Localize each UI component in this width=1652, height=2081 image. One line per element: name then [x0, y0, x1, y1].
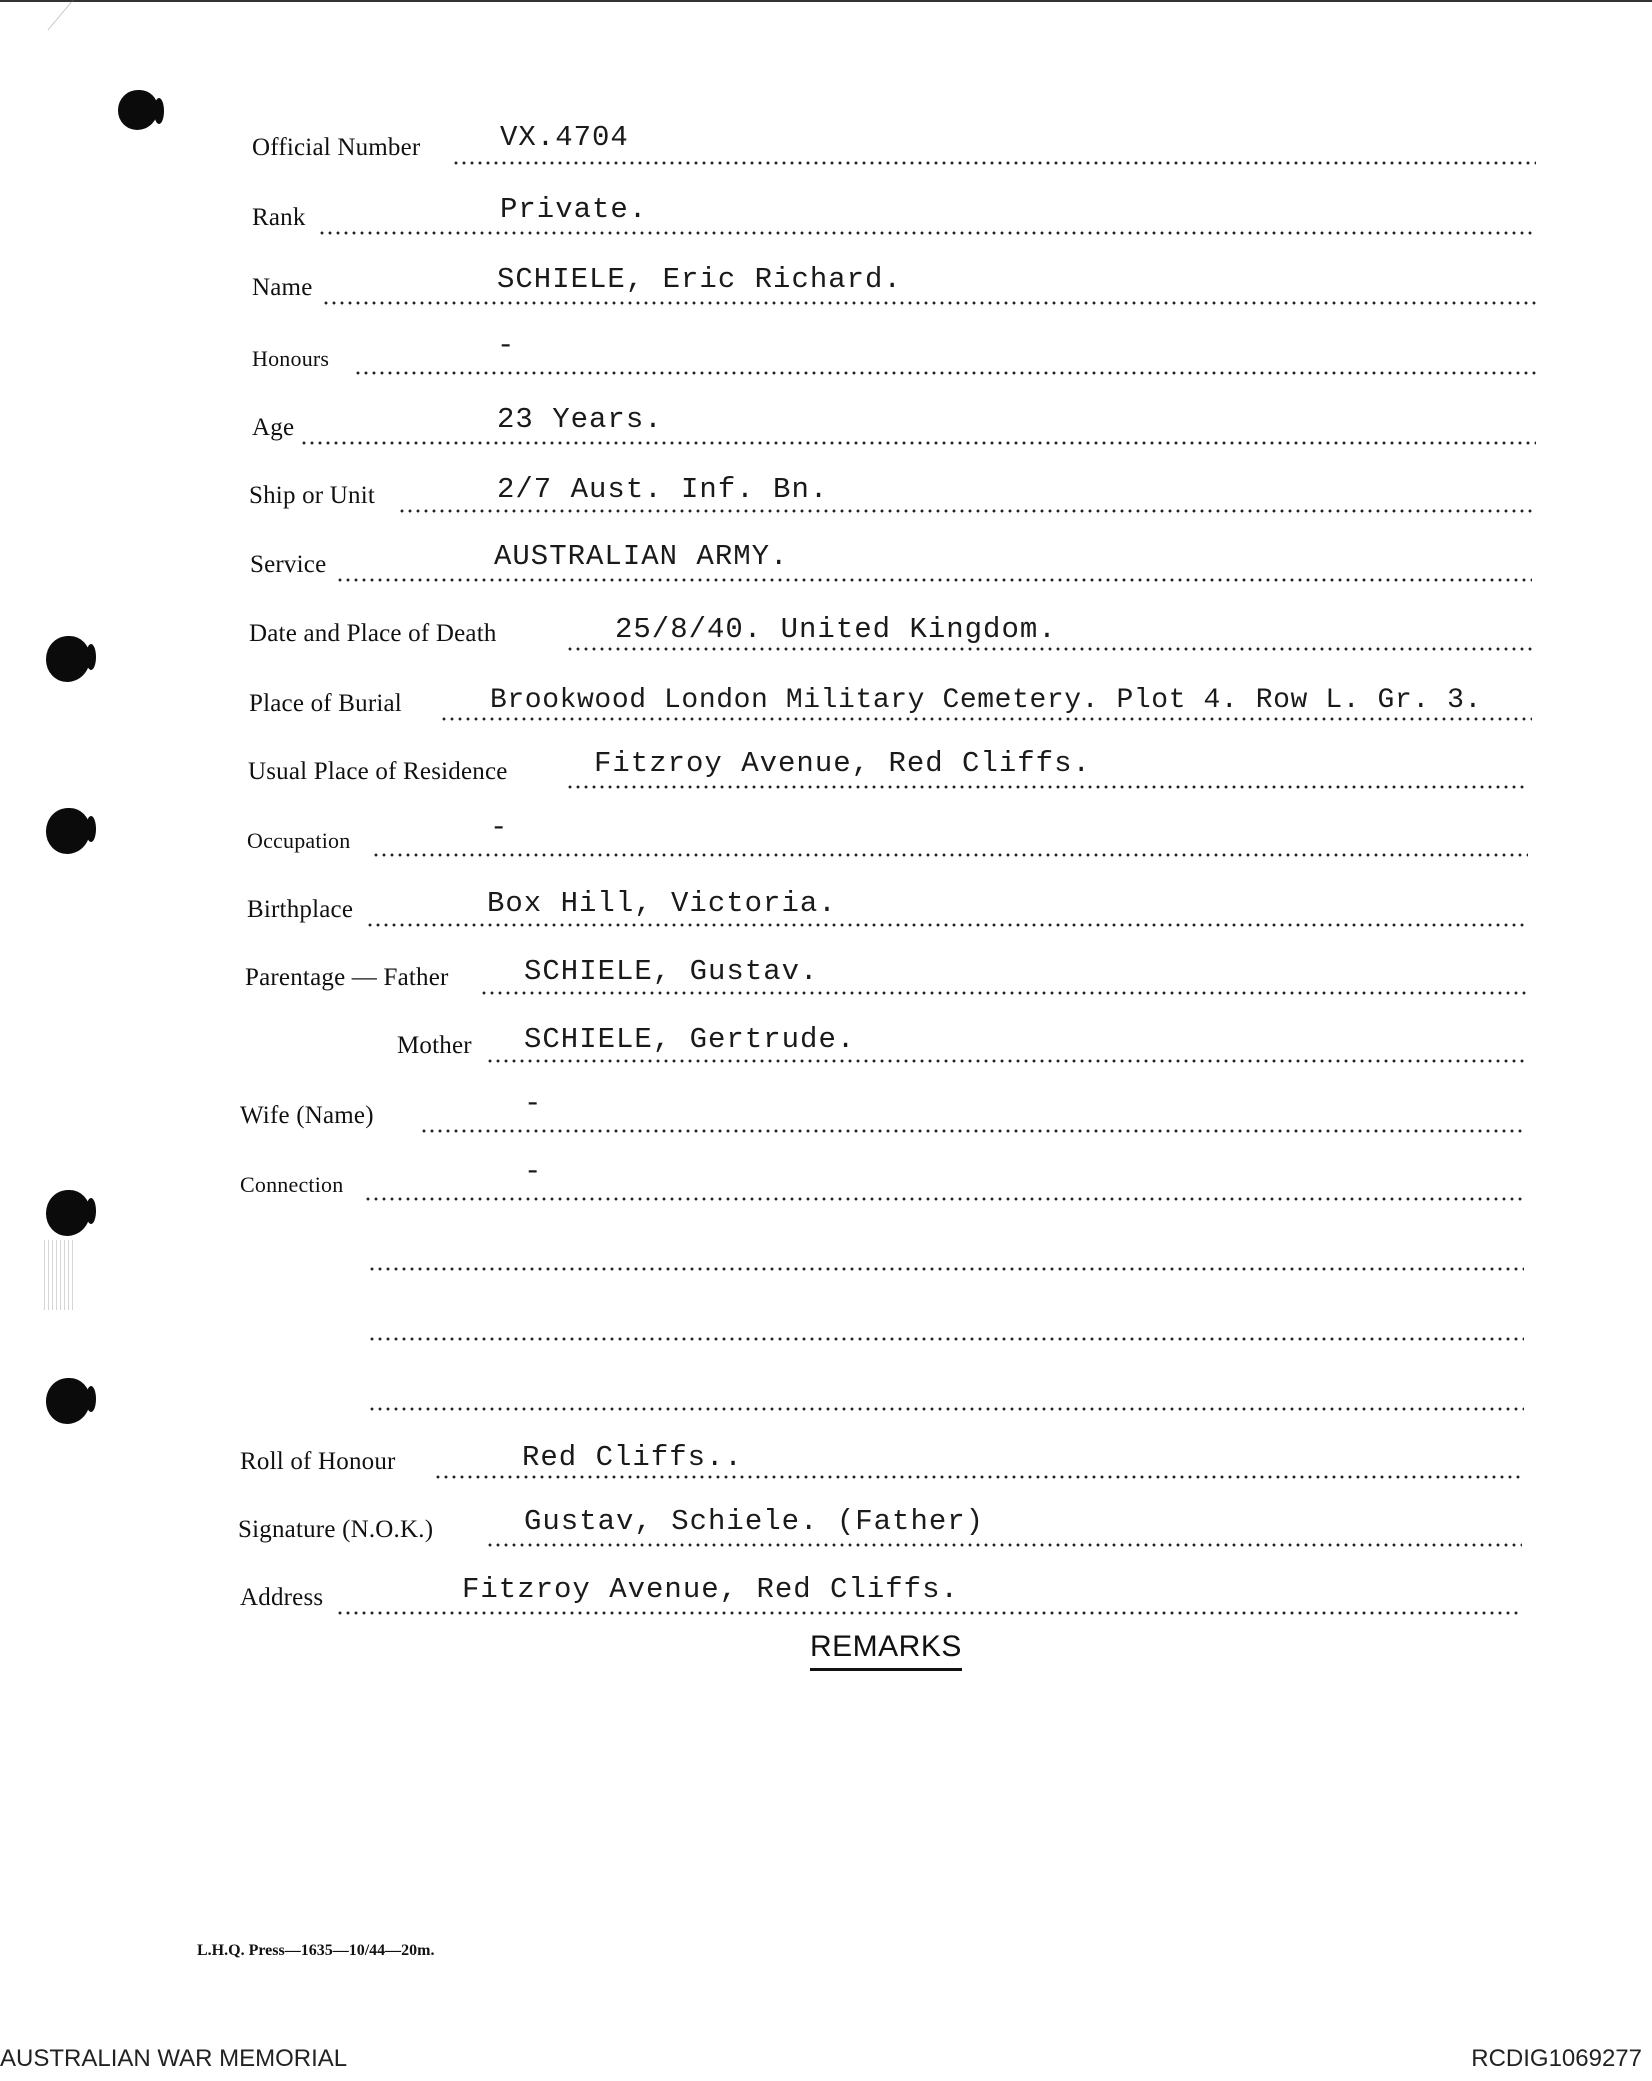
mother-value: SCHIELE, Gertrude.: [524, 1023, 856, 1056]
page-edge: [0, 0, 1652, 8]
wife-value: -: [524, 1087, 543, 1120]
birthplace-label: Birthplace: [247, 896, 354, 923]
rank-value: Private.: [500, 193, 648, 226]
printer-imprint: L.H.Q. Press—1635—10/44—20m.: [197, 1942, 435, 1959]
father-label: Parentage — Father: [245, 964, 449, 991]
row-blank-1: [0, 1234, 1652, 1274]
name-dots: [322, 300, 1536, 306]
row-rank: [0, 193, 1652, 238]
rank-label: Rank: [252, 204, 306, 231]
signature-dots: [486, 1542, 1522, 1548]
roll-of-honour-dots: [434, 1474, 1522, 1480]
father-value: SCHIELE, Gustav.: [524, 955, 819, 988]
punch-hole-1: [118, 90, 158, 130]
occupation-value: -: [490, 811, 509, 844]
mother-label: Mother: [397, 1032, 472, 1059]
row-place-of-burial: [0, 684, 1652, 724]
blank-dots-3: [368, 1406, 1524, 1412]
address-dots: [336, 1610, 1520, 1616]
occupation-dots: [372, 852, 1528, 858]
service-dots: [336, 577, 1532, 583]
row-roll-of-honour: [0, 1442, 1652, 1482]
service-label: Service: [250, 551, 327, 578]
age-label: Age: [252, 414, 295, 441]
row-birthplace: [0, 887, 1652, 930]
honours-label: Honours: [252, 346, 330, 371]
blank-dots-2: [368, 1336, 1524, 1342]
birthplace-value: Box Hill, Victoria.: [487, 887, 837, 920]
honours-value: -: [497, 329, 516, 362]
row-wife: [0, 1087, 1652, 1136]
address-value: Fitzroy Avenue, Red Cliffs.: [462, 1573, 959, 1606]
date-place-death-label: Date and Place of Death: [249, 620, 497, 647]
name-value: SCHIELE, Eric Richard.: [497, 263, 902, 296]
official-number-label: Official Number: [252, 134, 421, 161]
row-father: [0, 955, 1652, 998]
roll-of-honour-value: Red Cliffs..: [522, 1441, 743, 1474]
rank-dots: [318, 230, 1536, 236]
row-signature: [0, 1505, 1652, 1550]
wife-label: Wife (Name): [240, 1102, 374, 1129]
row-occupation: [0, 811, 1652, 860]
honours-dots: [354, 370, 1536, 376]
age-value: 23 Years.: [497, 403, 663, 436]
footer-institution: AUSTRALIAN WAR MEMORIAL: [0, 2045, 348, 2072]
place-of-burial-value: Brookwood London Military Cemetery. Plot 4. Row L. Gr. 3.: [490, 685, 1482, 716]
row-ship-or-unit: [0, 473, 1652, 516]
name-label: Name: [252, 274, 313, 301]
row-honours: [0, 329, 1652, 378]
connection-label: Connection: [240, 1172, 344, 1197]
row-blank-2: [0, 1304, 1652, 1344]
roll-of-honour-label: Roll of Honour: [240, 1448, 396, 1475]
date-place-death-value: 25/8/40. United Kingdom.: [615, 613, 1057, 646]
row-age: [0, 403, 1652, 448]
signature-label: Signature (N.O.K.): [238, 1516, 434, 1543]
official-number-value: VX.4704: [500, 121, 629, 154]
blank-dots-1: [368, 1266, 1524, 1272]
usual-residence-value: Fitzroy Avenue, Red Cliffs.: [594, 747, 1091, 780]
ship-or-unit-label: Ship or Unit: [249, 482, 376, 509]
father-dots: [480, 990, 1526, 996]
row-usual-residence: [0, 747, 1652, 792]
usual-residence-label: Usual Place of Residence: [248, 758, 508, 785]
remarks-heading: REMARKS: [810, 1630, 962, 1671]
row-blank-3: [0, 1374, 1652, 1414]
place-of-burial-dots: [440, 716, 1532, 722]
official-number-dots: [452, 160, 1536, 166]
row-name: [0, 263, 1652, 308]
date-place-death-dots: [566, 646, 1532, 652]
row-mother: [0, 1023, 1652, 1066]
ship-or-unit-dots: [398, 508, 1534, 514]
footer-record-id: RCDIG1069277: [1471, 2045, 1642, 2072]
service-value: AUSTRALIAN ARMY.: [494, 540, 789, 573]
mother-dots: [486, 1058, 1526, 1064]
row-service: [0, 540, 1652, 585]
connection-dots: [364, 1196, 1526, 1202]
row-address: [0, 1573, 1652, 1618]
occupation-label: Occupation: [247, 828, 351, 853]
row-official-number: [0, 121, 1652, 168]
place-of-burial-label: Place of Burial: [249, 690, 402, 717]
age-dots: [300, 440, 1536, 446]
ship-or-unit-value: 2/7 Aust. Inf. Bn.: [497, 473, 829, 506]
row-connection: [0, 1155, 1652, 1204]
wife-dots: [420, 1128, 1526, 1134]
connection-value: -: [524, 1155, 543, 1188]
birthplace-dots: [366, 922, 1526, 928]
row-date-place-death: [0, 614, 1652, 654]
address-label: Address: [240, 1584, 324, 1611]
signature-value: Gustav, Schiele. (Father): [524, 1505, 985, 1538]
usual-residence-dots: [566, 784, 1528, 790]
